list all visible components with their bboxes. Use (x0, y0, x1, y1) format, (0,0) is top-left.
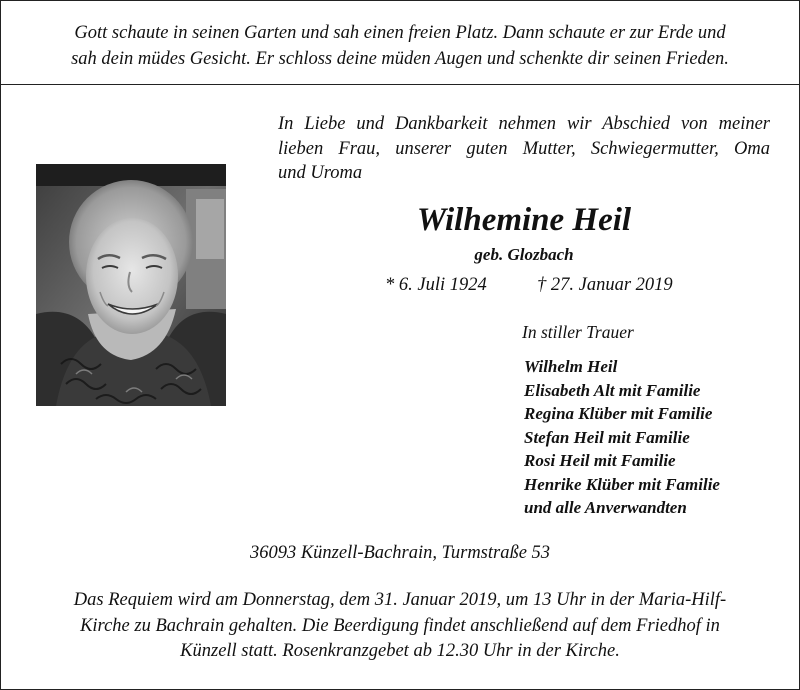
requiem-line-3: Künzell statt. Rosenkranzgebet ab 12.30 Uhr in der Kirche. (180, 641, 620, 661)
poem-line-1: Gott schaute in seinen Garten und sah einen freien Platz. Dann schaute er zur Erde und (74, 23, 726, 43)
portrait-photo (36, 164, 226, 406)
requiem-line-2: Kirche zu Bachrain gehalten. Die Beerdigung findet anschließend auf dem Friedhof in (80, 615, 720, 636)
requiem-line-1: Das Requiem wird am Donnerstag, dem 31. Januar 2019, um 13 Uhr in der Maria-Hilf- (73, 590, 727, 610)
mourner-name: Wilhelm Heil (524, 357, 618, 376)
opening-poem (20, 20, 780, 72)
mourner-name: Regina Klüber mit Familie (524, 404, 713, 423)
farewell-intro (278, 112, 770, 186)
family-address: 36093 Künzell-Bachrain, Turmstraße 53 (249, 543, 551, 563)
mourning-label: In stiller Trauer (522, 322, 634, 342)
mourner-name: und alle Anverwandten (524, 498, 687, 517)
intro-line-1: In Liebe und Dankbarkeit nehmen wir Abschied von meiner (278, 114, 770, 134)
requiem-notice (20, 588, 780, 665)
mourner-name: Stefan Heil mit Familie (524, 427, 690, 447)
death-date: † 27. Januar 2019 (537, 275, 673, 295)
divider-line (0, 84, 800, 85)
mourner-name: Henrike Klüber mit Familie (524, 474, 720, 494)
mourner-name: Elisabeth Alt mit Familie (524, 380, 701, 400)
poem-line-2: sah dein müdes Gesicht. Er schloss deine müden Augen und schenkte dir seinen Frieden. (71, 49, 729, 69)
mourners-list (524, 355, 794, 520)
intro-line-3: und Uroma (278, 163, 363, 183)
maiden-name: geb. Glozbach (474, 245, 574, 264)
intro-line-2: lieben Frau, unserer guten Mutter, Schwiegermutter, Oma (278, 138, 770, 159)
birth-date: * 6. Juli 1924 (385, 275, 487, 295)
deceased-name: Wilhemine Heil (416, 202, 632, 238)
mourner-name: Rosi Heil mit Familie (524, 451, 676, 470)
